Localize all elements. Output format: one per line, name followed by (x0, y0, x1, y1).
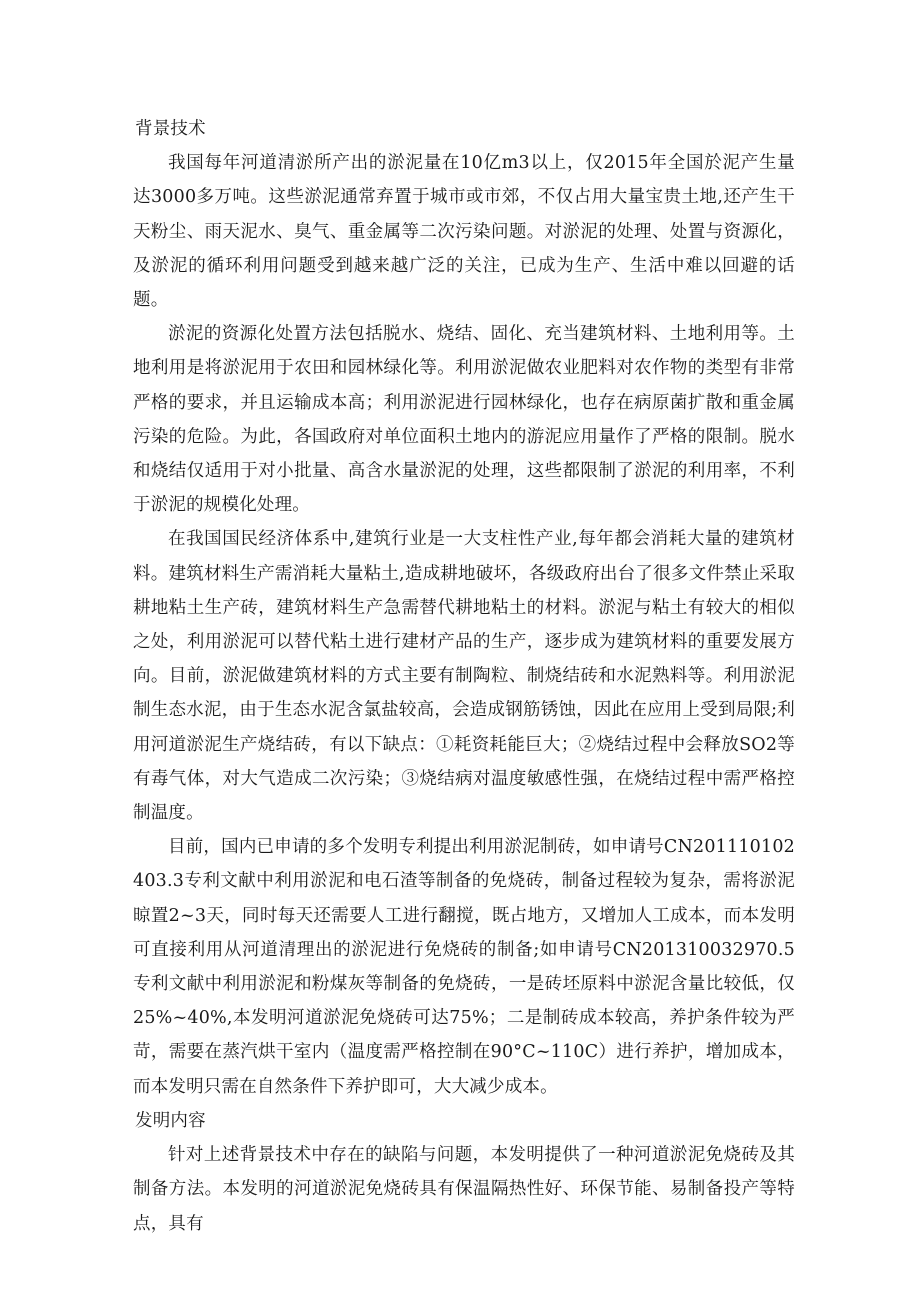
section-invention-content (133, 1104, 795, 1241)
paragraph: 我国每年河道清淤所产出的淤泥量在10亿m3以上，仅2015年全国於泥产生量达3000多万吨。这些淤泥通常弃置于城市或市郊，不仅占用大量宝贵土地,还产生干天粉尘、雨天泥水、臭气、重金属等二次污染问题。对淤泥的处理、处置与资源化，及淤泥的循环利用问题受到越来越广泛的关注，已成为生产、生活中难以回避的话题。 (133, 153, 795, 311)
paragraph: 目前，国内已申请的多个发明专利提出利用淤泥制砖，如申请号CN201110102403.3专利文献中利用淤泥和电石渣等制备的免烧砖，制备过程较为复杂，需将淤泥晾置2~3天，同时每天还需要人工进行翻搅，既占地方，又增加人工成本，而本发明可直接利用从河道清理出的淤泥进行免烧砖的制备;如申请号CN201310032970.5专利文献中利用淤泥和粉煤灰等制备的免烧砖，一是砖坯原料中淤泥含量比较低，仅25%~40%,本发明河道淤泥免烧砖可达75%；二是制砖成本较高，养护条件较为严苛，需要在蒸汽烘干室内（温度需严格控制在90°C~110C）进行养护，增加成本，而本发明只需在自然条件下养护即可，大大减少成本。 (133, 837, 795, 1097)
section-heading: 发明内容 (135, 1110, 206, 1131)
paragraph: 在我国国民经济体系中,建筑行业是一大支柱性产业,每年都会消耗大量的建筑材料。建筑材料生产需消耗大量粘土,造成耕地破坏，各级政府出台了很多文件禁止采取耕地粘土生产砖，建筑材料生产急需替代耕地粘土的材料。淤泥与粘土有较大的相似之处，利用淤泥可以替代粘土进行建材产品的生产，逐步成为建筑材料的重要发展方向。目前，淤泥做建筑材料的方式主要有制陶粒、制烧结砖和水泥熟料等。利用淤泥制生态水泥，由于生态水泥含氯盐较高，会造成钢筋锈蚀，因此在应用上受到局限;利用河道淤泥生产烧结砖，有以下缺点：①耗资耗能巨大；②烧结过程中会释放SO2等有毒气体，对大气造成二次污染；③烧结病对温度敏感性强，在烧结过程中需严格控制温度。 (133, 529, 795, 824)
section-background (133, 112, 795, 1104)
document-body (133, 112, 795, 1241)
section-heading: 背景技术 (135, 119, 206, 139)
paragraph: 淤泥的资源化处置方法包括脱水、烧结、固化、充当建筑材料、土地利用等。土地利用是将淤泥用于农田和园林绿化等。利用淤泥做农业肥料对农作物的类型有非常严格的要求，并且运输成本高；利用淤泥进行园林绿化，也存在病原菌扩散和重金属污染的危险。为此，各国政府对单位面积土地内的游泥应用量作了严格的限制。脱水和烧结仅适用于对小批量、高含水量淤泥的处理，这些都限制了淤泥的利用率，不利于淤泥的规模化处理。 (133, 324, 795, 516)
paragraph: 针对上述背景技术中存在的缺陷与问题，本发明提供了一种河道淤泥免烧砖及其制备方法。本发明的河道淤泥免烧砖具有保温隔热性好、环保节能、易制备投产等特点，具有 (133, 1145, 795, 1234)
